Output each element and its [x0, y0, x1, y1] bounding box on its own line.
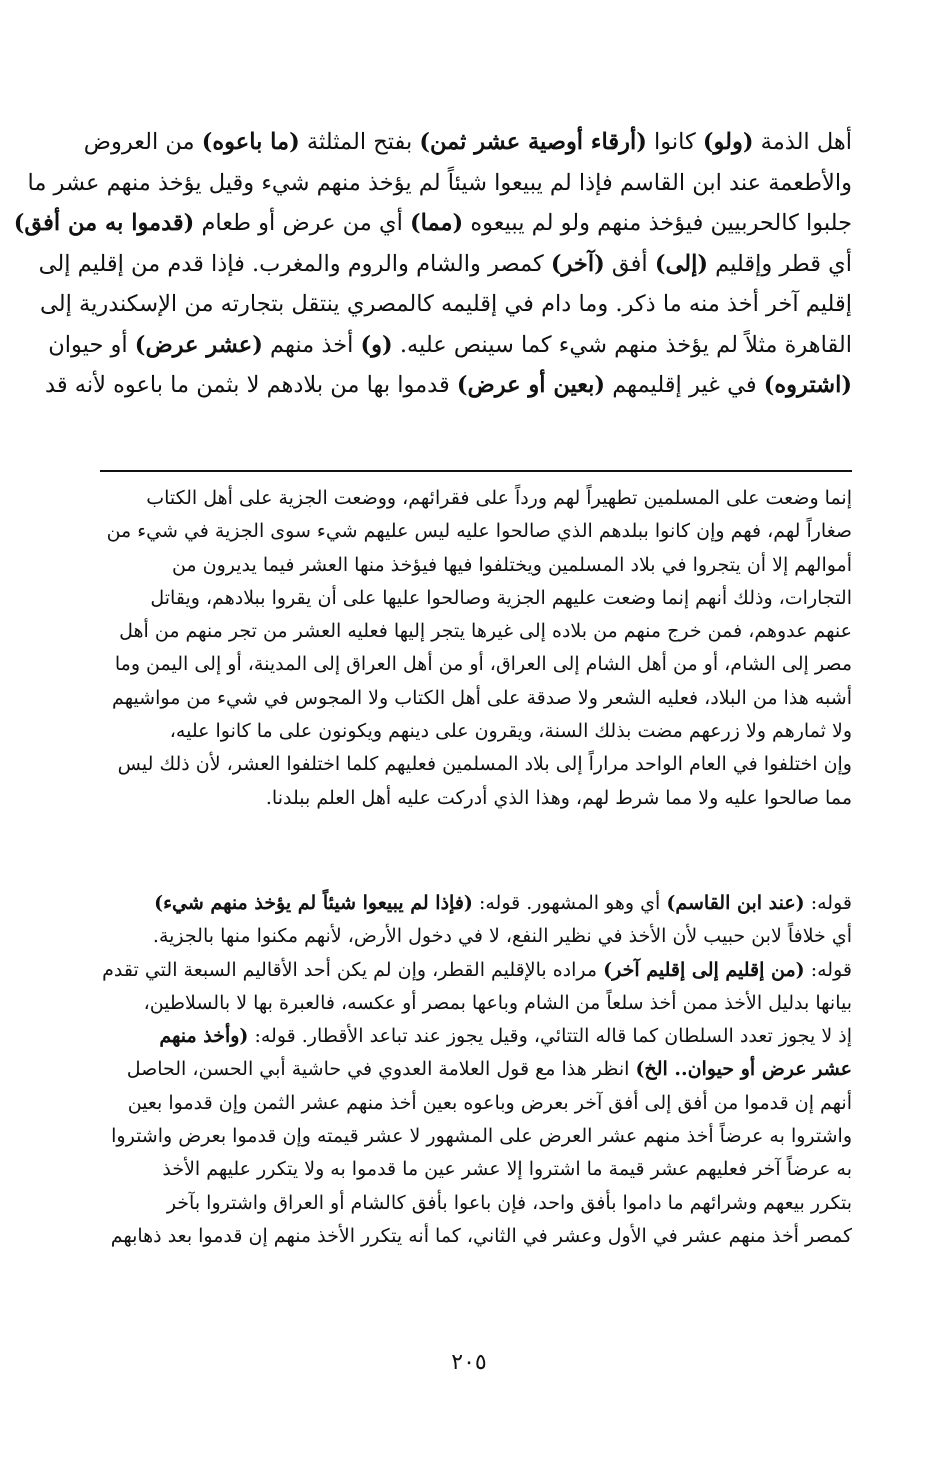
bold-text-segment: (و)	[360, 331, 393, 358]
footnote-line	[100, 1187, 852, 1220]
footnote-line	[100, 748, 852, 781]
text-segment: إقليم آخر أخذ منه ما ذكر. وما دام في إقليمه كالمصري ينتقل بتجارته من الإسكندرية إلى	[40, 291, 852, 317]
text-segment: والأطعمة عند ابن القاسم فإذا لم يبيعوا شيئاً لم يؤخذ منهم شيء وقيل يؤخذ منهم عشر ما	[27, 169, 852, 196]
text-segment: أو حيوان	[48, 331, 135, 358]
footnote-line	[100, 648, 852, 681]
text-segment: التجارات، وذلك أنهم إنما وضعت عليهم الجزية وصالحوا عليها على أن يقروا ببلادهم، ويقاتل	[150, 586, 852, 609]
text-segment: انظر هذا مع قول العلامة العدوي في حاشية أبي الحسن، الحاصل	[126, 1058, 636, 1081]
bold-text-segment: (إلى)	[654, 250, 708, 277]
main-text-line	[27, 163, 852, 204]
text-segment: بيانها بدليل الأخذ ممن أخذ سلعاً من الشام وباعها بمصر أو عكسه، فالعبرة بها لا بالسلاطين،	[143, 991, 852, 1014]
text-segment: أشبه هذا من البلاد، فعليه الشعر ولا صدقة على أهل الكتاب ولا المجوس في شيء من مواشيهم	[112, 686, 852, 709]
text-segment: كانوا	[646, 129, 703, 155]
text-segment: أي من عرض أو طعام	[194, 210, 410, 236]
text-segment: قوله:	[804, 892, 852, 914]
text-segment: أهل الذمة	[753, 129, 852, 155]
text-segment: جلبوا كالحربيين فيؤخذ منهم ولو لم يبيعوه	[463, 210, 852, 236]
text-segment: أخذ منهم	[262, 331, 361, 358]
footnote-line	[100, 515, 852, 548]
bold-text-segment: (وأخذ منهم	[159, 1025, 249, 1048]
footnote-line	[100, 987, 852, 1020]
text-segment: أي قطر وإقليم	[707, 250, 852, 277]
footnote-line	[100, 1220, 852, 1253]
footnote-line	[100, 1020, 852, 1053]
bold-text-segment: (من إقليم إلى إقليم آخر)	[603, 958, 805, 981]
footnote-line	[100, 615, 852, 648]
text-segment: ولا ثمارهم ولا زرعهم مضت بذلك السنة، ويقرون على دينهم ويكونون على ما كانوا عليه،	[169, 720, 852, 743]
footnote-line	[100, 782, 852, 815]
bold-text-segment: (أرقاء أوصية عشر ثمن)	[419, 129, 647, 155]
footnote-line	[100, 954, 852, 987]
main-text-line	[48, 325, 852, 366]
footnote-block-1	[100, 482, 852, 815]
text-segment: كمصر أخذ منهم عشر في الأول وعشر في الثاني، كما أنه يتكرر الأخذ منهم إن قدموا بعد ذهابهم	[110, 1224, 852, 1247]
text-segment: مما صالحوا عليه ولا مما شرط لهم، وهذا الذي أدركت عليه أهل العلم ببلدنا.	[265, 786, 852, 809]
main-text-line	[38, 244, 852, 285]
text-segment: أنهم إن قدموا من أفق إلى أفق آخر بعرض وباعوه بعين أخذ منهم عشر الثمن وإن قدموا بعين	[127, 1091, 852, 1114]
footnote-line	[100, 1053, 852, 1086]
text-segment: مراده بالإقليم القطر، وإن لم يكن أحد الأقاليم السبعة التي تقدم	[102, 958, 604, 981]
text-segment: من العروض	[83, 129, 202, 155]
text-segment: إذ لا يجوز تعدد السلطان كما قاله التتائي، وقيل يجوز عند تباعد الأقطار. قوله:	[248, 1025, 852, 1048]
text-segment: أموالهم إلا أن يتجروا في بلاد المسلمين ويختلفوا فيها فيؤخذ منها العشر فيما يديرون من	[171, 553, 852, 576]
main-text-line	[83, 122, 852, 163]
footnote-line	[100, 887, 852, 920]
bold-text-segment: (عند ابن القاسم)	[666, 892, 805, 914]
text-segment: مصر إلى الشام، أو من أهل الشام إلى العراق، أو من أهل العراق إلى المدينة، أو إلى اليمن وما	[114, 653, 852, 676]
text-segment: في غير إقليمهم	[605, 372, 764, 398]
text-segment: واشتروا به عرضاً أخذ منهم عشر العرض على المشهور لا عشر قيمته وإن قدموا بعرض واشتروا	[111, 1125, 852, 1148]
bold-text-segment: (آخر)	[550, 250, 605, 277]
footnote-line	[100, 715, 852, 748]
text-segment: وإن اختلفوا في العام الواحد مراراً إلى بلاد المسلمين فعليهم كلما اختلفوا العشر، لأن ذلك ليس	[117, 753, 852, 776]
footnote-separator	[100, 470, 852, 472]
footnote-line	[100, 482, 852, 515]
text-segment: إنما وضعت على المسلمين تطهيراً لهم ورداً على فقرائهم، ووضعت الجزية على أهل الكتاب	[146, 487, 852, 509]
bold-text-segment: (ما باعوه)	[201, 129, 300, 155]
page-number: ٢٠٥	[451, 1350, 487, 1375]
footnote-line	[100, 682, 852, 715]
bold-text-segment: (عشر عرض)	[134, 331, 263, 358]
main-text-line	[40, 284, 852, 325]
bold-text-segment: (ولو)	[702, 129, 754, 155]
main-text-line	[13, 203, 852, 244]
main-text	[13, 122, 852, 406]
main-text-line	[45, 365, 852, 406]
text-segment: عنهم عدوهم، فمن خرج منهم من بلاده إلى غيرها يتجر إليها فعليه العشر من تجر منهم من أهل	[119, 620, 852, 643]
footnote-block-2	[100, 887, 852, 1253]
text-segment: صغاراً لهم، فهم وإن كانوا ببلدهم الذي صالحوا عليه ليس عليهم شيء سوى الجزية في شيء من	[106, 520, 852, 543]
bold-text-segment: (مما)	[410, 210, 464, 236]
text-segment: أي خلافاً لابن حبيب لأن الأخذ في نظير النفع، لا في دخول الأرض، لأنهم مكنوا منها بالجزية.	[152, 925, 852, 948]
text-segment: أي وهو المشهور. قوله:	[472, 892, 667, 914]
text-segment: قوله:	[804, 958, 852, 981]
footnote-line	[100, 582, 852, 615]
text-segment: القاهرة مثلاً لم يؤخذ منهم شيء كما سينص عليه.	[392, 331, 852, 358]
bold-text-segment: (اشتروه)	[763, 372, 852, 398]
bold-text-segment: (فإذا لم يبيعوا شيئاً لم يؤخذ منهم شيء)	[154, 892, 473, 914]
footnote-line	[100, 549, 852, 582]
bold-text-segment: (قدموا به من أفق)	[13, 210, 195, 236]
text-segment: بتكرر بيعهم وشرائهم ما داموا بأفق واحد، فإن باعوا بأفق كالشام أو العراق واشتروا بآخر	[166, 1191, 852, 1214]
text-segment: بفتح المثلثة	[299, 129, 420, 155]
footnote-line	[100, 1153, 852, 1186]
text-segment: به عرضاً آخر فعليهم عشر قيمة ما اشتروا إلا عشر عين ما قدموا به ولا يتكرر عليهم الأخذ	[162, 1158, 852, 1181]
footnote-line	[100, 920, 852, 953]
footnote-line	[100, 1087, 852, 1120]
text-segment: قدموا بها من بلادهم لا بثمن ما باعوه لأنه قد	[45, 372, 457, 398]
footnote-line	[100, 1120, 852, 1153]
bold-text-segment: (بعين أو عرض)	[456, 372, 606, 398]
text-segment: كمصر والشام والروم والمغرب. فإذا قدم من إقليم إلى	[38, 250, 551, 277]
bold-text-segment: عشر عرض أو حيوان.. الخ)	[635, 1058, 852, 1081]
text-segment: أفق	[604, 250, 655, 277]
